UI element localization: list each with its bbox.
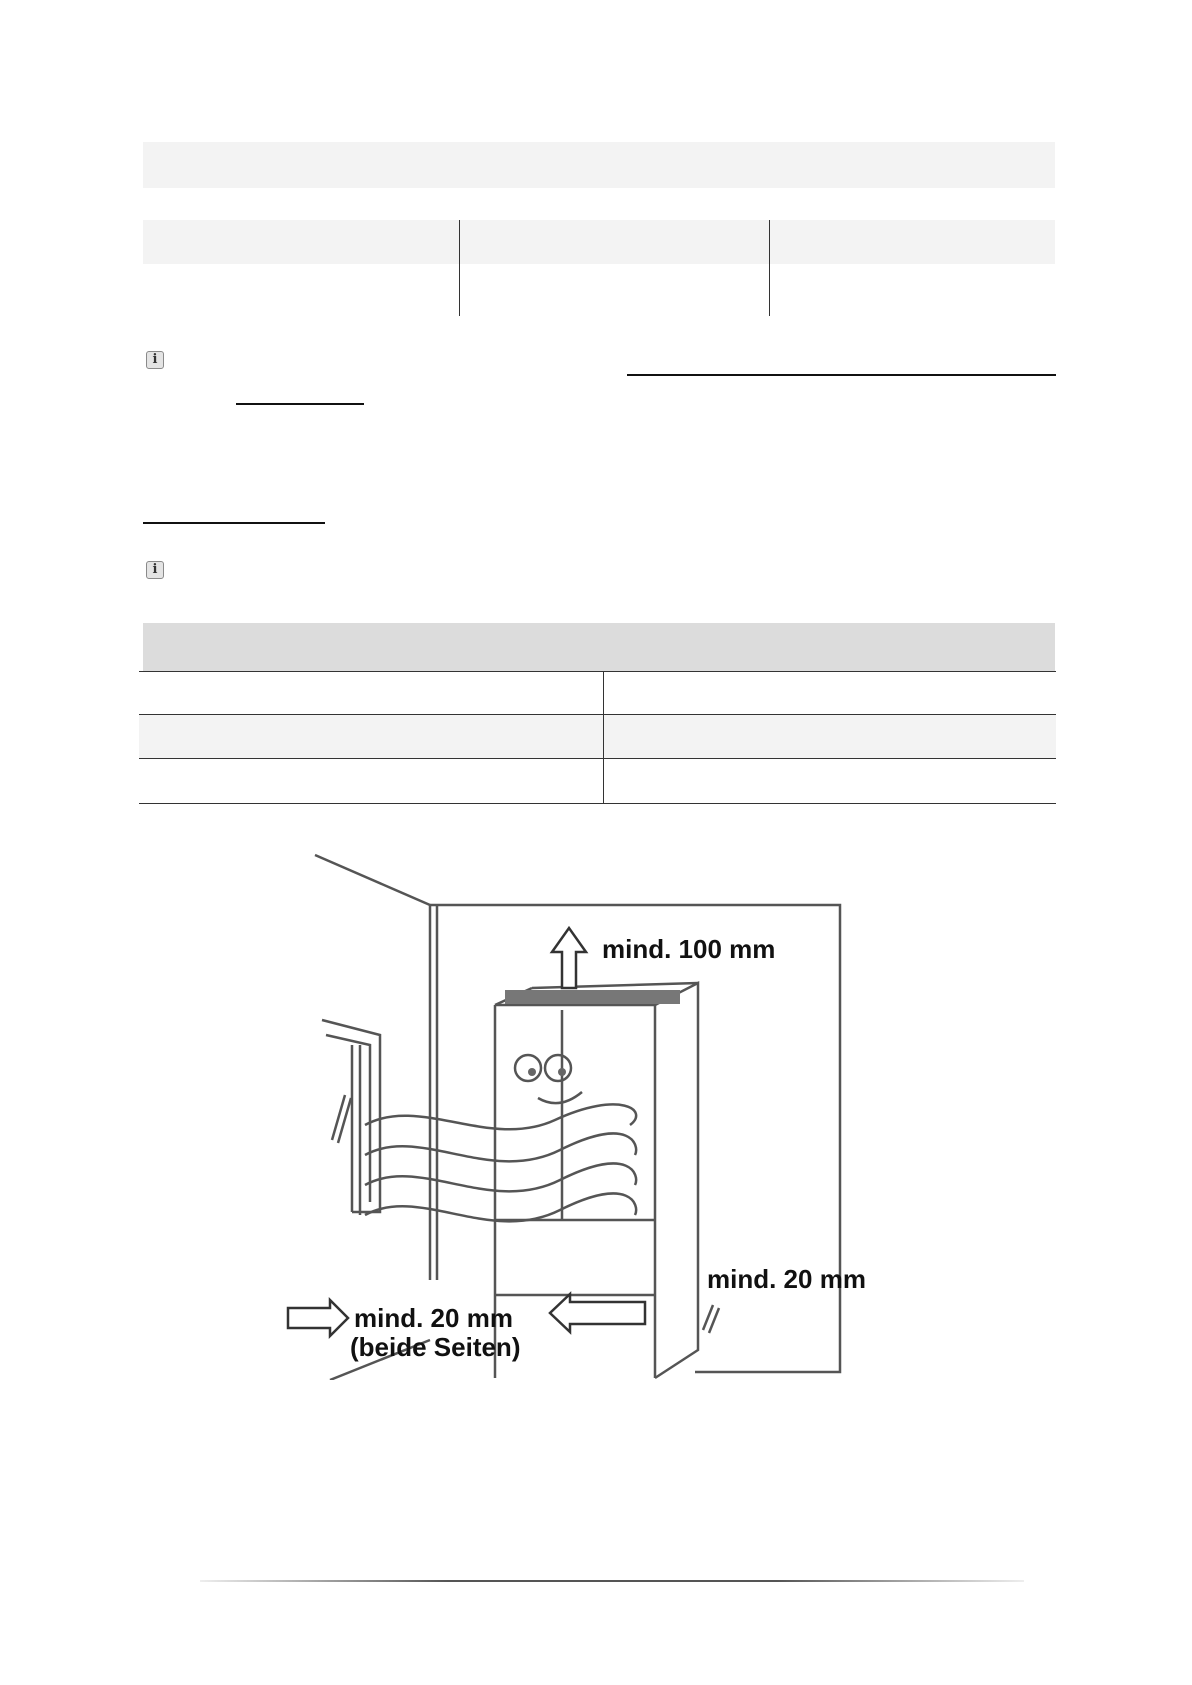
clearance-sides-label: mind. 20 mm [354,1303,513,1333]
section-header-band [143,142,1055,188]
underline-link-2 [236,403,364,405]
clearance-sides-note: (beide Seiten) [350,1332,521,1362]
footer-rule [200,1580,1024,1582]
installation-clearance-figure [270,840,890,1380]
table2-rule-3 [139,758,1056,759]
table1-divider-1 [459,220,460,316]
clearance-top-label: mind. 100 mm [602,934,776,964]
table1-header-row [143,220,1055,264]
info-icon: i [146,351,164,369]
table2-rule-1 [139,671,1056,672]
subheading-underline [143,522,325,524]
table2-divider [603,671,604,803]
underline-link-1 [627,374,1056,376]
table2-header-row [143,623,1055,671]
table2-rule-4 [139,803,1056,804]
info-icon: i [146,561,164,579]
table2-rule-2 [139,714,1056,715]
table2-row-2 [139,714,1056,758]
clearance-back-label: mind. 20 mm [707,1264,866,1294]
table1-divider-2 [769,220,770,316]
